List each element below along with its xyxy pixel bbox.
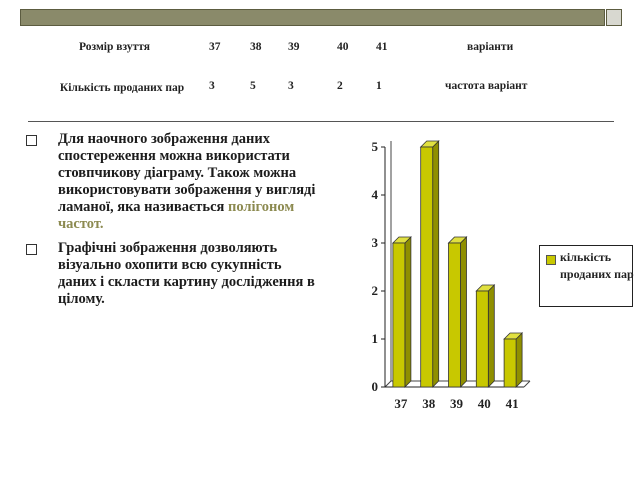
bullet-2-text: Графічні зображення дозволяють візуально охопити всю сукупність даних і скласти картину дослідження в цілому.: [58, 240, 315, 307]
bar: [476, 291, 488, 387]
y-tick-label: 4: [371, 187, 378, 202]
bar-side: [433, 141, 439, 387]
y-tick-label: 2: [371, 283, 378, 298]
table-row2-value-5: 1: [376, 80, 382, 92]
legend-label: кількість проданих пар: [560, 250, 634, 281]
bar: [504, 339, 516, 387]
chart-back-wall: [385, 141, 391, 387]
table-row2-value-4: 2: [337, 80, 343, 92]
y-tick-label: 5: [371, 139, 378, 154]
bar-side: [516, 333, 522, 387]
bar-side: [461, 237, 467, 387]
x-tick-label: 39: [450, 396, 463, 411]
x-axis-depth: [524, 381, 530, 387]
bar: [421, 147, 433, 387]
bullet-1-highlight: полігоном частот.: [58, 199, 295, 232]
table-row2-label: Кількість проданих пар: [59, 82, 185, 94]
y-tick-label: 3: [371, 235, 378, 250]
table-row2-value-2: 5: [250, 80, 256, 92]
table-row1-value-4: 40: [337, 41, 349, 53]
table-row1-label: Розмір взуття: [79, 41, 150, 53]
table-row2-note: частота варіант: [445, 80, 528, 92]
x-tick-label: 40: [477, 396, 491, 411]
table-row1-value-5: 41: [376, 41, 388, 53]
table-row2-value-3: 3: [288, 80, 294, 92]
table-row1-value-3: 39: [288, 41, 300, 53]
x-tick-label: 38: [422, 396, 436, 411]
bar-side: [488, 285, 494, 387]
y-tick-label: 0: [371, 379, 378, 394]
table-row1-value-2: 38: [250, 41, 262, 53]
x-tick-label: 41: [505, 396, 519, 411]
chart-legend: [539, 245, 633, 307]
table-row2-value-1: 3: [209, 80, 215, 92]
table-row1-value-1: 37: [209, 41, 221, 53]
legend-swatch: [546, 255, 556, 265]
bullet-1-text: Для наочного зображення даних спостереження можна використати стовпчикову діаграму. Також можна використовувати зображення у вигляді ламаної, яка називається: [58, 131, 316, 215]
y-tick-label: 1: [371, 331, 378, 346]
table-row1-note: варіанти: [467, 41, 514, 53]
bar: [449, 243, 461, 387]
x-tick-label: 37: [394, 396, 408, 411]
bar-side: [405, 237, 411, 387]
bar: [393, 243, 405, 387]
